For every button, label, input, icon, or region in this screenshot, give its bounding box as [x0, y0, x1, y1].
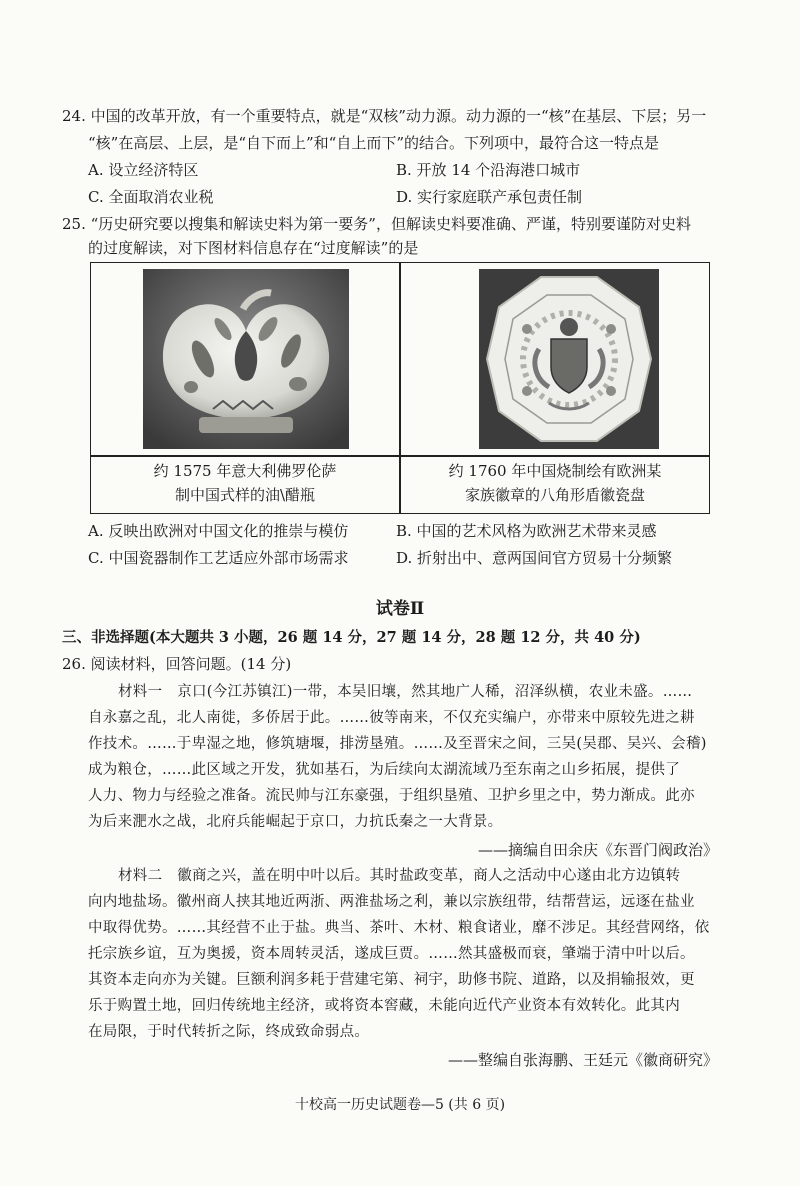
material1-line1: 材料一 京口(今江苏镇江)一带，本吴旧壤，然其地广人稀，沼泽纵横，农业未盛。……: [118, 684, 693, 700]
material2-line2: 向内地盐场。徽州商人挟其地近两浙、两淮盐场之利，兼以宗族纽带，结帮营运，远逐在盐业: [88, 894, 695, 910]
q24-option-d: D. 实行家庭联产承包责任制: [396, 188, 583, 206]
octagonal-armorial-plate-image: [479, 269, 659, 449]
q24-option-a: A. 设立经济特区: [88, 161, 199, 179]
right-caption-line1: 约 1760 年中国烧制绘有欧洲某: [448, 462, 662, 480]
q25-figure-table: [90, 262, 710, 514]
q25-stem-line2: 的过度解读，对下图材料信息存在“过度解读”的是: [88, 239, 419, 257]
q25-stem-line1: 25. “历史研究要以搜集和解读史料为第一要务”，但解读史料要准确、严谨，特别要谨防对史料: [62, 215, 691, 233]
material2-line7: 在局限，于时代转折之际，终成致命弱点。: [88, 1024, 370, 1040]
page-footer: 十校高一历史试题卷—5 (共 6 页): [294, 1097, 506, 1113]
right-caption-line2: 家族徽章的八角形盾徽瓷盘: [464, 486, 645, 504]
section-part-heading: 三、非选择题(本大题共 3 小题，26 题 14 分，27 题 14 分，28 题 12 分，共 40 分): [62, 629, 641, 646]
material1-line4: 成为粮仓，……此区域之开发，犹如基石，为后续向太湖流域乃至东南之山乡拓展，提供了: [88, 762, 680, 778]
material2-line4: 托宗族乡谊，互为奥援，资本周转灵活，遂成巨贾。……然其盛极而衰，肇端于清中叶以后。: [88, 946, 695, 962]
material2-source: ——整编自张海鹏、王廷元《徽商研究》: [447, 1051, 718, 1069]
left-caption-line1: 约 1575 年意大利佛罗伦萨: [153, 462, 337, 480]
material1-line2: 自永嘉之乱，北人南徙，多侨居于此。……彼等南来，不仅充实编户，亦带来中原较先进之耕: [88, 710, 695, 726]
material2-line5: 其资本走向亦为关键。巨额利润多耗于营建宅第、祠宇，助修书院、道路，以及捐输报效，更: [88, 972, 695, 988]
q24-option-b: B. 开放 14 个沿海港口城市: [396, 161, 581, 179]
material1-line6: 为后来淝水之战，北府兵能崛起于京口，力抗氐秦之一大背景。: [88, 814, 503, 830]
q26-heading: 26. 阅读材料，回答问题。(14 分): [62, 655, 292, 673]
material2-line6: 乐于购置土地，回归传统地主经济，或将资本窖藏，未能向近代产业资本有效转化。此其内: [88, 998, 680, 1014]
q24-option-c: C. 全面取消农业税: [88, 188, 214, 206]
q25-option-d: D. 折射出中、意两国间官方贸易十分频繁: [396, 549, 673, 567]
q25-option-a: A. 反映出欧洲对中国文化的推崇与模仿: [88, 522, 349, 540]
left-caption-line2: 制中国式样的油\醋瓶: [174, 486, 316, 504]
material1-line5: 人力、物力与经验之准备。流民帅与江东豪强，于组织垦殖、卫护乡里之中，势力渐成。此亦: [88, 788, 695, 804]
q25-option-b: B. 中国的艺术风格为欧洲艺术带来灵感: [396, 522, 657, 540]
table-divider: [91, 455, 709, 457]
material2-line3: 中取得优势。……其经营不止于盐。典当、茶叶、木材、粮食诸业，靡不涉足。其经营网络，依: [88, 920, 710, 936]
material2-line1: 材料二 徽商之兴，盖在明中叶以后。其时盐政变革，商人之活动中心遂由北方边镇转: [118, 868, 681, 884]
material1-line3: 作技术。……于卑湿之地，修筑塘堰，排涝垦殖。……及至晋宋之间，三吴(吴郡、吴兴、会稽): [88, 736, 707, 752]
q24-stem-line2: “核”在高层、上层，是“自下而上”和“自上而下”的结合。下列项中，最符合这一特点是: [88, 134, 660, 152]
oil-vinegar-bottle-image: [143, 269, 349, 449]
section-title: 试卷Ⅱ: [375, 599, 425, 619]
material1-source: ——摘编自田余庆《东晋门阀政治》: [477, 841, 718, 859]
q25-option-c: C. 中国瓷器制作工艺适应外部市场需求: [88, 549, 349, 567]
q24-stem-line1: 24. 中国的改革开放，有一个重要特点，就是“双核”动力源。动力源的一“核”在基层、下层；另一: [62, 107, 707, 125]
